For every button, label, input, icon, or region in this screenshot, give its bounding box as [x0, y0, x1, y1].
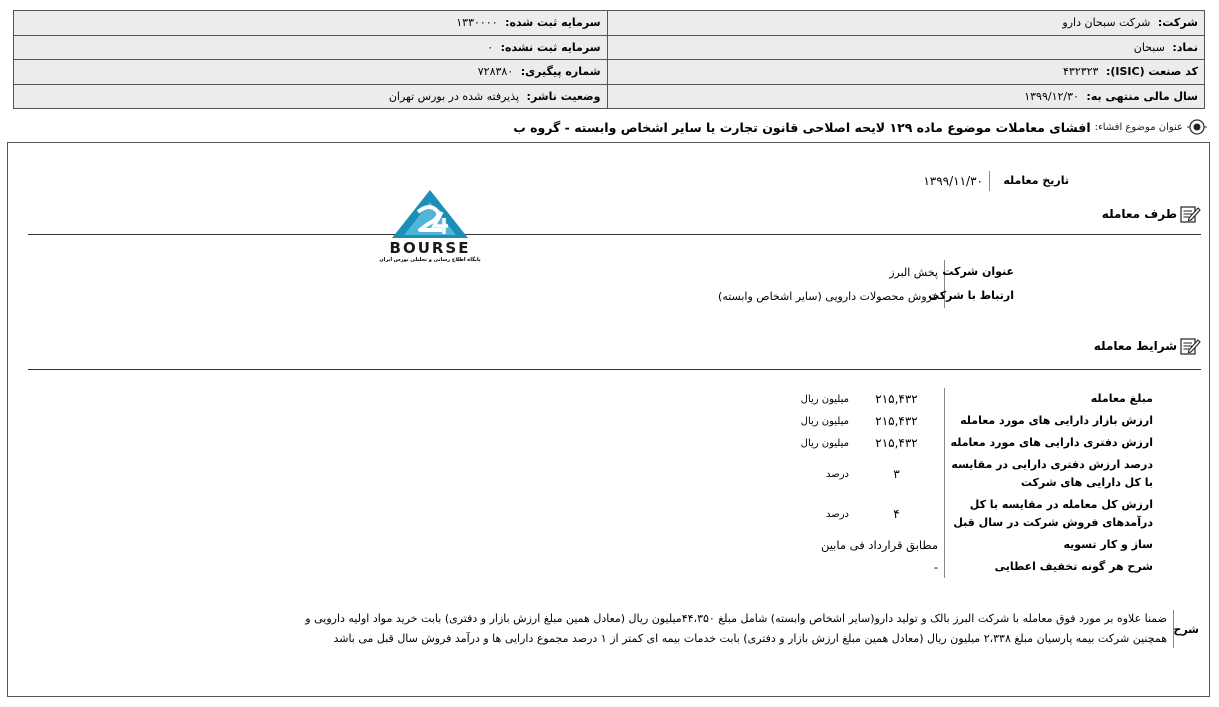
info-cell — [607, 35, 1204, 60]
description-label: شرح — [1173, 610, 1199, 648]
company-title-row — [644, 260, 1014, 284]
terms-row-unit: درصد — [825, 508, 849, 520]
fiscal-label: سال مالی منتهی به: — [1086, 89, 1198, 103]
info-cell — [607, 11, 1204, 36]
terms-row-unit: میلیون ریال — [800, 437, 849, 449]
discount-row — [739, 556, 1159, 578]
section-divider — [28, 369, 1201, 370]
isic-value: ۴۳۲۳۲۳ — [1063, 65, 1099, 79]
isic-label: کد صنعت (ISIC): — [1105, 65, 1198, 79]
company-title-label: عنوان شرکت — [944, 260, 1014, 284]
terms-row-unit: میلیون ریال — [800, 415, 849, 427]
company-info-table — [13, 10, 1205, 109]
description-text: ضمنا علاوه بر مورد فوق معامله با شرکت البرز بالک و تولید دارو(سایر اشخاص وابسته) شامل مبلغ ۴۴،۳۵۰میلیون ریال (معادل همین مبلغ ارزش بازار و دفتری) بابت خرید مواد اولیه دارویی و همچنین شرکت بیمه پارسیان مبلغ ۲،۳۳۸ میلیون ریال (معادل همین مبلغ ارزش بازار و دفتری) بابت خدمات بیمه ای کمتر از ۱ درصد مجموع دارایی ها و درآمد فروش سال قبل می باشد — [305, 612, 1167, 645]
info-cell — [14, 84, 608, 109]
company-label: شرکت: — [1157, 16, 1198, 30]
settlement-row — [739, 534, 1159, 556]
party-section-heading — [1102, 204, 1201, 224]
info-cell — [14, 11, 608, 36]
info-row — [14, 84, 1205, 109]
terms-row — [739, 388, 1159, 410]
relation-row — [644, 284, 1014, 308]
subject-label: عنوان موضوع افشاء: — [1094, 121, 1183, 133]
terms-row-value: ۴ — [893, 507, 900, 521]
transaction-date-row — [889, 171, 1069, 191]
party-heading-text: طرف معامله — [1101, 207, 1177, 221]
reg-capital-label: سرمایه ثبت شده: — [505, 16, 601, 30]
fiscal-value: ۱۳۹۹/۱۲/۳۰ — [1024, 89, 1079, 103]
info-row — [14, 35, 1205, 60]
unreg-capital-value: ۰ — [487, 40, 494, 54]
transaction-date-label: تاریخ معامله — [989, 171, 1069, 191]
company-title-value: پخش البرز — [889, 265, 938, 279]
terms-row-label: ارزش بازار دارایی های مورد معامله — [944, 410, 1159, 432]
info-row — [14, 11, 1205, 36]
terms-row-unit: میلیون ریال — [800, 393, 849, 405]
logo-word: BOURSE — [389, 239, 471, 257]
terms-row — [739, 494, 1159, 534]
terms-row — [739, 410, 1159, 432]
relation-value: فروش محصولات دارویی (سایر اشخاص وابسته) — [718, 289, 938, 303]
tracking-label: شماره پیگیری: — [520, 65, 601, 79]
bourse-logo — [378, 188, 482, 270]
edit-note-icon — [1179, 204, 1201, 224]
terms-row-label: مبلغ معامله — [944, 388, 1159, 410]
disclosure-subject — [513, 117, 1207, 137]
publisher-label: وضعیت ناشر: — [526, 89, 601, 103]
terms-row-label: ارزش کل معامله در مقایسه با کل درآمدهای فروش شرکت در سال قبل — [944, 494, 1159, 534]
terms-row — [739, 432, 1159, 454]
tracking-value: ۷۲۸۳۸۰ — [477, 65, 514, 79]
info-cell — [607, 84, 1204, 109]
edit-note-icon — [1179, 336, 1201, 356]
section-divider — [28, 234, 1201, 235]
terms-section-heading — [1094, 336, 1201, 356]
terms-row-unit: درصد — [825, 468, 849, 480]
logo-subtitle: پایگاه اطلاع رسانی و تحلیلی بورس ایران — [379, 257, 481, 263]
publisher-value: پذیرفته شده در بورس تهران — [388, 89, 520, 103]
terms-row-label: ارزش دفتری دارایی های مورد معامله — [944, 432, 1159, 454]
reg-capital-value: ۱۳۳۰۰۰۰ — [456, 16, 498, 30]
info-row — [14, 60, 1205, 85]
discount-value: - — [933, 560, 938, 574]
terms-row-value: ۳ — [893, 467, 900, 481]
terms-heading-text: شرایط معامله — [1093, 339, 1177, 353]
relation-label: ارتباط با شرکت — [944, 284, 1014, 308]
terms-row-value: ۲۱۵,۴۳۲ — [875, 414, 918, 428]
bourse-logo-mark-icon — [378, 188, 482, 240]
settlement-label: ساز و کار تسویه — [944, 534, 1159, 556]
info-cell — [14, 35, 608, 60]
terms-row-label: درصد ارزش دفتری دارایی در مقایسه با کل دارایی های شرکت — [944, 454, 1159, 494]
symbol-label: نماد: — [1172, 40, 1198, 54]
description-row — [303, 609, 1199, 649]
info-cell — [14, 60, 608, 85]
discount-label: شرح هر گونه تخفیف اعطایی — [944, 556, 1159, 578]
terms-row-value: ۲۱۵,۴۳۲ — [875, 436, 918, 450]
terms-table — [739, 388, 1159, 578]
info-cell — [607, 60, 1204, 85]
subject-title: افشای معاملات موضوع ماده ۱۲۹ لایحه اصلاحی قانون تجارت یا سایر اشخاص وابسته - گروه ب — [513, 119, 1091, 135]
unreg-capital-label: سرمایه ثبت نشده: — [500, 40, 601, 54]
settlement-value: مطابق قرارداد فی مابین — [820, 538, 938, 552]
transaction-date-value: ۱۳۹۹/۱۱/۳۰ — [923, 174, 983, 188]
symbol-value: سبحان — [1133, 40, 1165, 54]
terms-row — [739, 454, 1159, 494]
company-value: شرکت سبحان دارو — [1062, 16, 1151, 30]
target-bullet-icon — [1187, 117, 1207, 137]
terms-row-value: ۲۱۵,۴۳۲ — [875, 392, 918, 406]
